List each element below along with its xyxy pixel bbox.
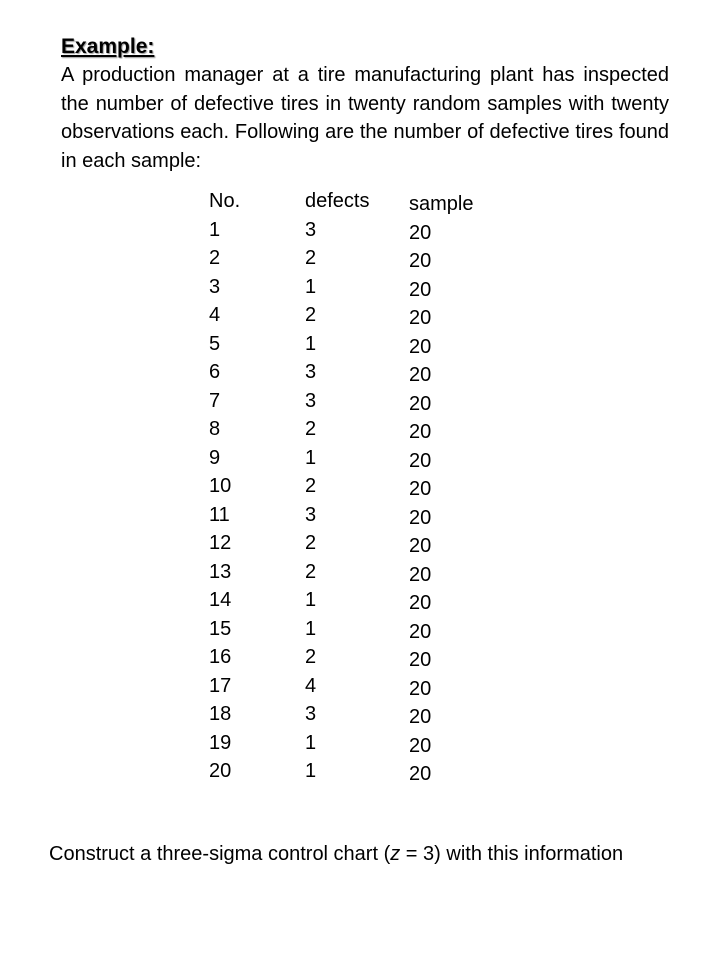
cell-sample: 20 — [409, 592, 432, 614]
cell-defects: 3 — [305, 503, 317, 526]
cell-defects: 2 — [305, 418, 317, 440]
cell-sample: 20 — [409, 478, 432, 500]
cell-defects: 1 — [305, 332, 317, 355]
cell-sample: 20 — [409, 677, 432, 700]
cell-defects: 2 — [305, 560, 317, 583]
cell-defects: 1 — [305, 446, 317, 469]
cell-defects: 2 — [305, 475, 317, 497]
instruction-variable: z — [390, 843, 401, 865]
cell-defects: 2 — [305, 304, 317, 326]
cell-no: 20 — [209, 760, 232, 782]
task-instruction — [49, 840, 623, 868]
cell-defects: 2 — [305, 532, 317, 554]
cell-sample: 20 — [409, 734, 432, 757]
cell-no: 8 — [209, 418, 221, 440]
cell-defects: 2 — [305, 646, 317, 668]
cell-defects: 1 — [305, 617, 317, 640]
cell-no: 1 — [209, 218, 221, 241]
cell-defects: 3 — [305, 218, 317, 241]
cell-sample: 20 — [409, 763, 432, 785]
cell-no: 19 — [209, 731, 232, 754]
cell-defects: 3 — [305, 703, 317, 725]
cell-sample: 20 — [409, 506, 432, 529]
cell-no: 7 — [209, 389, 221, 412]
column-defects — [305, 187, 369, 786]
cell-defects: 3 — [305, 389, 317, 412]
column-number — [209, 187, 240, 786]
cell-sample: 20 — [409, 649, 432, 671]
header-defects: defects — [305, 190, 370, 212]
cell-defects: 1 — [305, 275, 317, 298]
instruction-text-before: Construct a three-sigma control chart ( — [49, 843, 391, 865]
cell-sample: 20 — [409, 364, 432, 386]
cell-no: 5 — [209, 332, 221, 355]
cell-no: 15 — [209, 617, 232, 640]
cell-sample: 20 — [409, 278, 432, 301]
cell-sample: 20 — [409, 307, 432, 329]
cell-sample: 20 — [409, 563, 432, 586]
instruction-text-after: = 3) with this information — [400, 843, 624, 865]
cell-defects: 1 — [305, 731, 317, 754]
cell-no: 14 — [209, 589, 232, 611]
cell-no: 18 — [209, 703, 232, 725]
cell-sample: 20 — [409, 392, 432, 415]
cell-sample: 20 — [409, 620, 432, 643]
cell-no: 13 — [209, 560, 232, 583]
cell-no: 6 — [209, 361, 221, 383]
cell-sample: 20 — [409, 449, 432, 472]
example-heading: Example: — [61, 35, 155, 58]
cell-no: 11 — [209, 503, 230, 526]
column-sample — [409, 190, 473, 789]
cell-no: 3 — [209, 275, 221, 298]
cell-no: 12 — [209, 532, 232, 554]
cell-defects: 1 — [305, 589, 317, 611]
header-sample: sample — [409, 193, 474, 215]
cell-no: 10 — [209, 475, 232, 497]
header-no: No. — [209, 190, 241, 212]
cell-sample: 20 — [409, 535, 432, 557]
cell-sample: 20 — [409, 335, 432, 358]
cell-defects: 1 — [305, 760, 317, 782]
cell-no: 16 — [209, 646, 232, 668]
cell-no: 2 — [209, 247, 221, 269]
cell-no: 4 — [209, 304, 221, 326]
cell-no: 9 — [209, 446, 221, 469]
problem-statement: A production manager at a tire manufacturing plant has inspected the number of defective tires in twenty random samples with twenty observations each. Following are the number of defective tires found in each sample: — [61, 64, 669, 172]
cell-sample: 20 — [409, 221, 432, 244]
cell-defects: 2 — [305, 247, 317, 269]
cell-defects: 3 — [305, 361, 317, 383]
cell-sample: 20 — [409, 421, 432, 443]
cell-no: 17 — [209, 674, 232, 697]
cell-sample: 20 — [409, 250, 432, 272]
cell-sample: 20 — [409, 706, 432, 728]
cell-defects: 4 — [305, 674, 317, 697]
